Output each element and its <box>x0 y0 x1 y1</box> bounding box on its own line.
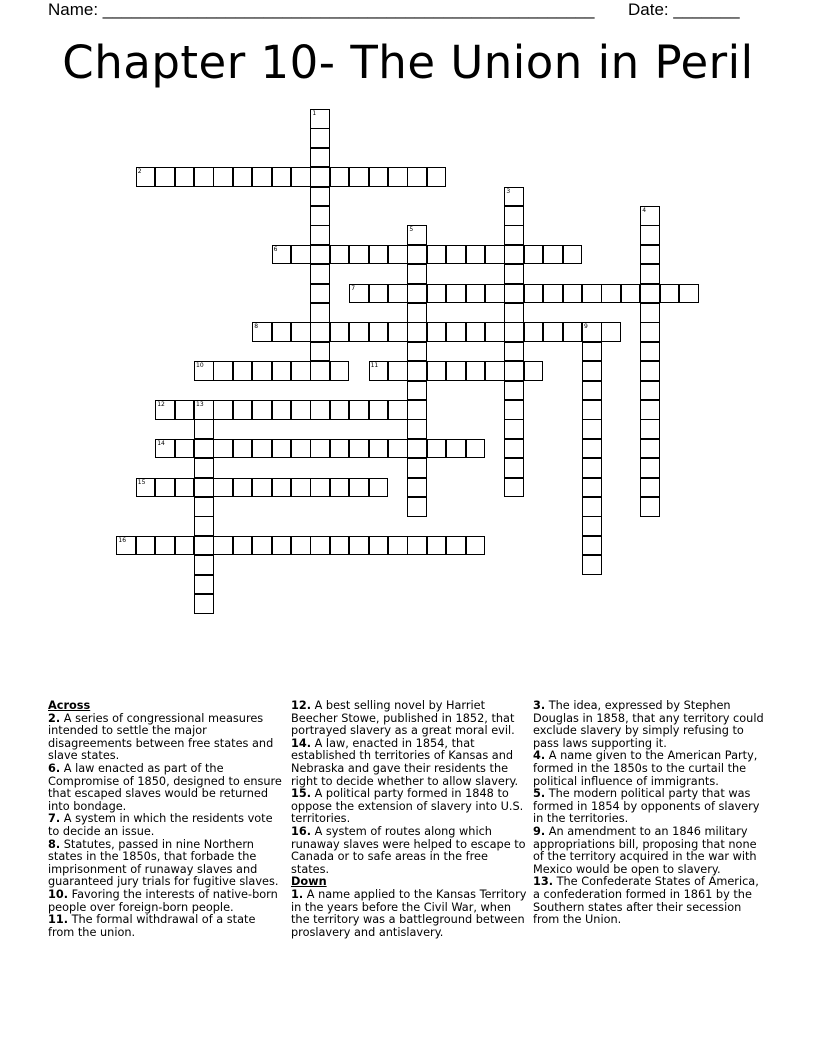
crossword-cell[interactable] <box>388 400 408 420</box>
crossword-cell[interactable] <box>407 361 427 381</box>
crossword-cell[interactable] <box>640 439 660 459</box>
crossword-cell-number: 5 <box>409 226 414 234</box>
crossword-cell[interactable] <box>194 478 214 498</box>
crossword-cell[interactable] <box>349 400 369 420</box>
clue-text: A series of congressional measures intended to settle the major disagreements between free states and slave states. <box>48 711 274 763</box>
crossword-cell[interactable] <box>310 225 330 245</box>
crossword-cell[interactable] <box>660 284 680 304</box>
crossword-cell[interactable] <box>466 322 486 342</box>
crossword-cell[interactable] <box>524 284 544 304</box>
crossword-cell[interactable] <box>252 439 272 459</box>
crossword-cell[interactable] <box>407 245 427 265</box>
clue-item <box>291 826 527 876</box>
crossword-cell-number: 9 <box>584 323 588 331</box>
clue-item <box>533 788 769 826</box>
crossword-cell[interactable] <box>504 381 524 401</box>
crossword-cell[interactable] <box>582 400 602 420</box>
crossword-cell[interactable] <box>524 361 544 381</box>
crossword-cell[interactable] <box>504 245 524 265</box>
crossword-cell[interactable] <box>194 167 214 187</box>
crossword-cell[interactable] <box>233 167 253 187</box>
crossword-cell[interactable] <box>563 322 583 342</box>
crossword-cell[interactable] <box>601 322 621 342</box>
crossword-cell[interactable] <box>446 361 466 381</box>
crossword-cell[interactable] <box>272 536 292 556</box>
crossword-cell[interactable] <box>155 536 175 556</box>
crossword-cell[interactable] <box>427 439 447 459</box>
clue-item <box>48 914 284 939</box>
crossword-cell[interactable] <box>485 284 505 304</box>
crossword-cell[interactable] <box>640 497 660 517</box>
crossword-cell[interactable] <box>213 478 233 498</box>
clue-item <box>48 889 284 914</box>
crossword-cell[interactable] <box>388 439 408 459</box>
crossword-cell[interactable] <box>310 284 330 304</box>
clue-number: 10. <box>48 887 69 901</box>
crossword-cell[interactable] <box>504 284 524 304</box>
crossword-cell[interactable] <box>155 478 175 498</box>
crossword-cell-number: 3 <box>506 187 511 195</box>
crossword-cell[interactable] <box>446 284 466 304</box>
crossword-cell[interactable] <box>330 361 350 381</box>
crossword-cell[interactable] <box>446 439 466 459</box>
crossword-cell[interactable] <box>330 478 350 498</box>
crossword-cell-number: 13 <box>196 401 204 408</box>
clue-number: 8. <box>48 837 61 851</box>
down-clue-list <box>291 889 527 939</box>
crossword-cell[interactable] <box>582 458 602 478</box>
crossword-cell[interactable] <box>407 284 427 304</box>
crossword-cell[interactable] <box>407 303 427 323</box>
crossword-cell[interactable] <box>640 400 660 420</box>
crossword-cell[interactable] <box>291 439 311 459</box>
crossword-cell[interactable] <box>369 322 389 342</box>
crossword-cell[interactable] <box>582 478 602 498</box>
crossword-cell[interactable] <box>407 264 427 284</box>
crossword-cell[interactable] <box>175 400 195 420</box>
crossword-cell[interactable] <box>213 361 233 381</box>
clue-item <box>48 713 284 763</box>
crossword-cell[interactable] <box>504 458 524 478</box>
crossword-cell[interactable] <box>407 439 427 459</box>
crossword-cell[interactable] <box>310 264 330 284</box>
clue-text: A law enacted as part of the Compromise of 1850, designed to ensure that escaped slaves would be returned into bondage. <box>48 761 282 813</box>
crossword-cell[interactable] <box>194 419 214 439</box>
crossword-cell[interactable] <box>175 439 195 459</box>
crossword-cell[interactable] <box>349 167 369 187</box>
clue-text: A best selling novel by Harriet Beecher Stowe, published in 1852, that portrayed slavery as a great moral evil. <box>291 699 515 738</box>
crossword-cell[interactable] <box>388 284 408 304</box>
crossword-cell[interactable] <box>504 439 524 459</box>
crossword-cell[interactable] <box>310 342 330 362</box>
crossword-cell[interactable] <box>427 245 447 265</box>
crossword-cell[interactable] <box>466 361 486 381</box>
clue-number: 15. <box>291 787 312 801</box>
clue-number: 6. <box>48 761 61 775</box>
crossword-cell[interactable] <box>369 536 389 556</box>
crossword-cell-number: 15 <box>137 478 146 486</box>
crossword-cell[interactable] <box>213 439 233 459</box>
clue-number: 11. <box>48 913 69 927</box>
crossword-cell-number: 7 <box>351 284 356 292</box>
crossword-cell[interactable] <box>582 361 602 381</box>
clue-text: A law, enacted in 1854, that established th territories of Kansas and Nebraska and gave their residents the right to decide whether to allow slavery. <box>291 736 519 788</box>
crossword-cell[interactable] <box>601 284 621 304</box>
crossword-cell[interactable] <box>388 536 408 556</box>
crossword-cell[interactable] <box>466 439 486 459</box>
crossword-cell[interactable] <box>504 225 524 245</box>
crossword-cell[interactable] <box>504 419 524 439</box>
crossword-cell[interactable] <box>175 536 195 556</box>
crossword-cell[interactable] <box>388 361 408 381</box>
crossword-cell[interactable] <box>621 284 641 304</box>
crossword-cell[interactable] <box>291 478 311 498</box>
crossword-cell[interactable] <box>369 439 389 459</box>
crossword-cell[interactable] <box>233 400 253 420</box>
crossword-cell[interactable] <box>407 536 427 556</box>
clue-number: 7. <box>48 812 61 826</box>
crossword-cell[interactable] <box>640 381 660 401</box>
crossword-cell[interactable] <box>640 245 660 265</box>
crossword-cell[interactable] <box>407 419 427 439</box>
date-field-label[interactable]: Date: _______ <box>628 0 740 19</box>
crossword-cell[interactable] <box>427 284 447 304</box>
down-heading: Down <box>291 875 327 889</box>
clue-text: Favoring the interests of native-born people over foreign-born people. <box>48 887 278 914</box>
crossword-cell[interactable] <box>194 497 214 517</box>
crossword-cell[interactable] <box>369 245 389 265</box>
crossword-cell[interactable] <box>582 536 602 556</box>
clue-item <box>291 700 527 738</box>
crossword-cell[interactable] <box>272 400 292 420</box>
crossword-cell[interactable] <box>233 536 253 556</box>
crossword-cell-number: 11 <box>370 362 379 370</box>
crossword-cell[interactable] <box>369 284 389 304</box>
crossword-cell[interactable] <box>388 167 408 187</box>
crossword-cell[interactable] <box>310 187 330 207</box>
across-heading: Across <box>48 699 91 712</box>
crossword-cell[interactable] <box>563 284 583 304</box>
crossword-cell[interactable] <box>330 245 350 265</box>
crossword-cell[interactable] <box>640 458 660 478</box>
crossword-cell[interactable] <box>310 361 330 381</box>
crossword-cell[interactable] <box>407 381 427 401</box>
clues-column-3 <box>533 700 769 927</box>
crossword-cell[interactable] <box>330 536 350 556</box>
crossword-cell[interactable] <box>194 458 214 478</box>
crossword-cell-number: 1 <box>312 110 317 117</box>
crossword-cell[interactable] <box>407 167 427 187</box>
crossword-cell[interactable] <box>175 167 195 187</box>
across-clue-list-continued <box>291 700 527 876</box>
crossword-cell[interactable] <box>427 536 447 556</box>
crossword-cell[interactable] <box>330 167 350 187</box>
crossword-cell[interactable] <box>252 478 272 498</box>
crossword-cell[interactable] <box>369 400 389 420</box>
crossword-cell[interactable] <box>485 322 505 342</box>
crossword-cell[interactable] <box>194 555 214 575</box>
crossword-cell[interactable] <box>524 245 544 265</box>
crossword-cell[interactable] <box>310 439 330 459</box>
crossword-cell-number: 12 <box>157 401 165 408</box>
clue-text: The formal withdrawal of a state from the union. <box>48 913 256 939</box>
crossword-cell[interactable] <box>136 536 156 556</box>
clue-item <box>533 750 769 788</box>
clue-number: 12. <box>291 699 312 712</box>
crossword-cell[interactable] <box>272 439 292 459</box>
crossword-cell[interactable] <box>407 322 427 342</box>
crossword-cell-number: 8 <box>254 323 259 331</box>
clue-number: 16. <box>291 824 312 838</box>
crossword-cell[interactable] <box>194 594 214 614</box>
crossword-cell[interactable] <box>427 167 447 187</box>
crossword-cell[interactable] <box>252 400 272 420</box>
clue-item <box>48 813 284 838</box>
crossword-cell[interactable] <box>310 245 330 265</box>
crossword-cell[interactable] <box>349 536 369 556</box>
crossword-cell[interactable] <box>504 478 524 498</box>
clue-text: A name applied to the Kansas Territory in the years before the Civil War, when the territory was a battleground between proslavery and antislavery. <box>291 887 527 939</box>
crossword-cell[interactable] <box>543 322 563 342</box>
crossword-cell[interactable] <box>213 167 233 187</box>
crossword-cell[interactable] <box>640 342 660 362</box>
crossword-cell[interactable] <box>310 400 330 420</box>
crossword-cell[interactable] <box>349 478 369 498</box>
crossword-cell-number: 10 <box>196 362 204 370</box>
crossword-cell[interactable] <box>272 478 292 498</box>
crossword-cell[interactable] <box>388 245 408 265</box>
clue-item <box>533 700 769 750</box>
crossword-cell[interactable] <box>310 322 330 342</box>
crossword-cell[interactable] <box>504 322 524 342</box>
crossword-cell[interactable] <box>213 400 233 420</box>
clue-text: A name given to the American Party, formed in the 1850s to the curtail the political influence of immigrants. <box>533 749 758 788</box>
crossword-cell[interactable] <box>349 245 369 265</box>
crossword-cell[interactable] <box>291 167 311 187</box>
crossword-cell[interactable] <box>504 400 524 420</box>
crossword-cell[interactable] <box>407 458 427 478</box>
crossword-cell[interactable] <box>582 516 602 536</box>
crossword-cell[interactable] <box>504 206 524 226</box>
clue-number: 1. <box>291 887 304 901</box>
crossword-cell[interactable] <box>252 361 272 381</box>
across-clue-list <box>48 713 284 940</box>
crossword-cell[interactable] <box>194 439 214 459</box>
crossword-cell[interactable] <box>233 478 253 498</box>
crossword-cell-number: 2 <box>137 168 142 176</box>
crossword-cell[interactable] <box>310 478 330 498</box>
crossword-cell[interactable] <box>407 400 427 420</box>
crossword-cell[interactable] <box>640 322 660 342</box>
crossword-cell-number: 6 <box>273 245 278 253</box>
crossword-cell[interactable] <box>194 536 214 556</box>
crossword-cell[interactable] <box>272 361 292 381</box>
crossword-cell-number: 4 <box>642 207 647 214</box>
crossword-cell[interactable] <box>349 439 369 459</box>
crossword-cell[interactable] <box>582 342 602 362</box>
clue-item <box>48 839 284 889</box>
crossword-cell-number: 16 <box>118 536 127 544</box>
crossword-cell[interactable] <box>446 536 466 556</box>
crossword-cell[interactable] <box>427 361 447 381</box>
crossword-cell[interactable] <box>582 439 602 459</box>
crossword-cell[interactable] <box>330 439 350 459</box>
clue-text: Statutes, passed in nine Northern states in the 1850s, that forbade the imprisonment of runaway slaves and guaranteed jury trials for fugitive slaves. <box>48 837 279 889</box>
crossword-cell[interactable] <box>233 361 253 381</box>
clue-item <box>291 738 527 788</box>
page-title: Chapter 10- The Union in Peril <box>62 36 754 89</box>
crossword-cell[interactable] <box>446 322 466 342</box>
clues-column-1 <box>48 700 284 939</box>
clue-number: 3. <box>533 699 546 712</box>
crossword-cell[interactable] <box>446 245 466 265</box>
crossword-cell[interactable] <box>272 322 292 342</box>
clue-number: 13. <box>533 875 554 889</box>
crossword-cell[interactable] <box>194 516 214 536</box>
crossword-cell[interactable] <box>155 167 175 187</box>
crossword-cell[interactable] <box>310 303 330 323</box>
crossword-cell[interactable] <box>407 497 427 517</box>
crossword-cell[interactable] <box>407 342 427 362</box>
crossword-cell[interactable] <box>252 167 272 187</box>
clue-item <box>533 876 769 926</box>
crossword-cell[interactable] <box>466 284 486 304</box>
clue-text: A system in which the residents vote to decide an issue. <box>48 812 273 838</box>
clue-number: 2. <box>48 711 61 725</box>
clue-text: The modern political party that was formed in 1854 by opponents of slavery in the territories. <box>533 787 760 826</box>
clue-number: 14. <box>291 736 312 750</box>
crossword-cell[interactable] <box>291 322 311 342</box>
crossword-cell[interactable] <box>310 128 330 148</box>
crossword-cell[interactable] <box>504 264 524 284</box>
crossword-cell[interactable] <box>504 342 524 362</box>
crossword-cell[interactable] <box>640 361 660 381</box>
crossword-cell[interactable] <box>349 322 369 342</box>
crossword-cell[interactable] <box>640 225 660 245</box>
crossword-cell[interactable] <box>310 206 330 226</box>
crossword-cell[interactable] <box>582 555 602 575</box>
clue-item <box>291 889 527 939</box>
crossword-cell[interactable] <box>485 245 505 265</box>
crossword-cell[interactable] <box>233 439 253 459</box>
name-field-label[interactable]: Name: ____________________________________________________ <box>48 0 595 19</box>
crossword-cell[interactable] <box>640 303 660 323</box>
crossword-cell[interactable] <box>504 303 524 323</box>
crossword-cell[interactable] <box>407 478 427 498</box>
crossword-cell[interactable] <box>369 167 389 187</box>
crossword-cell[interactable] <box>582 419 602 439</box>
crossword-cell[interactable] <box>252 536 272 556</box>
crossword-cell[interactable] <box>272 167 292 187</box>
crossword-cell[interactable] <box>330 400 350 420</box>
crossword-cell[interactable] <box>466 536 486 556</box>
clues-column-2 <box>291 700 527 939</box>
clue-text: The idea, expressed by Stephen Douglas in 1858, that any territory could exclude slavery by simply refusing to pass laws supporting it. <box>533 699 764 750</box>
clue-text: An amendment to an 1846 military appropriations bill, proposing that none of the territory acquired in the war with Mexico would be open to slavery. <box>533 824 757 876</box>
crossword-cell[interactable] <box>582 497 602 517</box>
crossword-cell[interactable] <box>524 322 544 342</box>
down-clue-list-continued <box>533 700 769 927</box>
crossword-cell[interactable] <box>582 381 602 401</box>
clue-text: A political party formed in 1848 to oppose the extension of slavery into U.S. territories. <box>291 787 524 826</box>
crossword-cell[interactable] <box>291 245 311 265</box>
crossword-cell[interactable] <box>310 148 330 168</box>
crossword-cell[interactable] <box>640 478 660 498</box>
crossword-cell[interactable] <box>640 284 660 304</box>
crossword-cell[interactable] <box>640 419 660 439</box>
crossword-cell[interactable] <box>310 167 330 187</box>
clue-number: 5. <box>533 787 546 801</box>
crossword-cell[interactable] <box>310 536 330 556</box>
crossword-cell[interactable] <box>291 400 311 420</box>
crossword-cell[interactable] <box>679 284 699 304</box>
crossword-cell[interactable] <box>427 322 447 342</box>
clue-number: 9. <box>533 824 546 838</box>
crossword-cell[interactable] <box>213 536 233 556</box>
clue-text: A system of routes along which runaway slaves were helped to escape to Canada or to safe areas in the free states. <box>291 824 526 876</box>
clue-item <box>291 788 527 826</box>
crossword-cell[interactable] <box>369 478 389 498</box>
crossword-cell[interactable] <box>640 264 660 284</box>
crossword-cell[interactable] <box>543 284 563 304</box>
crossword-cell[interactable] <box>194 575 214 595</box>
crossword-cell[interactable] <box>466 245 486 265</box>
crossword-cell[interactable] <box>291 536 311 556</box>
crossword-cell[interactable] <box>485 361 505 381</box>
crossword-cell[interactable] <box>175 478 195 498</box>
crossword-cell[interactable] <box>388 322 408 342</box>
crossword-cell-number: 14 <box>157 439 165 447</box>
clue-item <box>48 763 284 813</box>
crossword-cell[interactable] <box>504 361 524 381</box>
crossword-cell[interactable] <box>330 322 350 342</box>
crossword-cell[interactable] <box>543 245 563 265</box>
clue-item <box>533 826 769 876</box>
crossword-cell[interactable] <box>291 361 311 381</box>
clue-text: The Confederate States of America, a confederation formed in 1861 by the Southern states after their secession from the Union. <box>533 875 759 927</box>
clue-number: 4. <box>533 749 546 763</box>
crossword-cell[interactable] <box>563 245 583 265</box>
crossword-cell[interactable] <box>582 284 602 304</box>
